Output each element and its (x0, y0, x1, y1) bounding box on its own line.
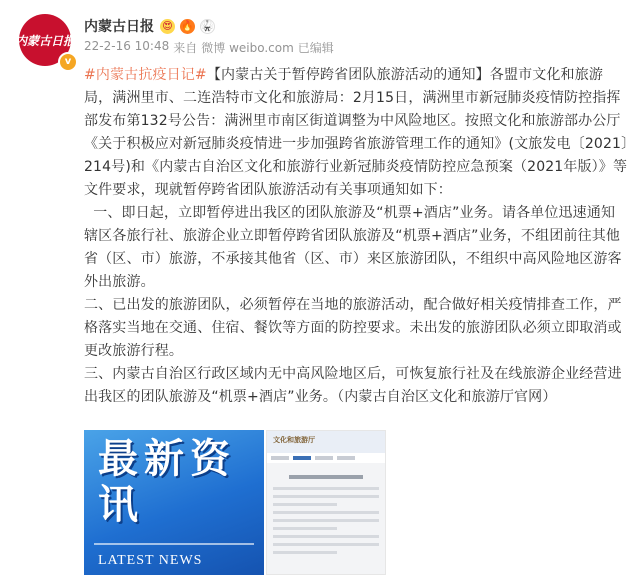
post-media (84, 430, 484, 575)
site-text-line (273, 535, 379, 538)
avatar-logo: 内蒙古日报 (15, 33, 76, 48)
verified-icon: v (58, 52, 78, 72)
post-paragraph-2: 二、已出发的旅游团队，必须暂停在当地的旅游活动，配合做好相关疫情排查工作，严格落实当地在交通、住宿、餐饮等方面的防控要求。未出发的旅游团队必须立即取消或更改旅游行程。 (84, 297, 622, 359)
fan-badge-icon[interactable]: 😍 (160, 19, 175, 34)
edited-label[interactable]: 已编辑 (297, 41, 334, 55)
post-header (84, 16, 625, 56)
site-nav-item (315, 456, 333, 460)
site-nav-item (293, 456, 311, 460)
site-text-line (273, 511, 379, 514)
site-text-line (273, 551, 337, 554)
source-prefix: 来自 (173, 41, 198, 55)
site-text-line (273, 503, 337, 506)
name-row (84, 16, 625, 36)
post-paragraph-1 (84, 202, 629, 294)
post-paragraph-3: 三、内蒙古自治区行政区域内无中高风险地区后，可恢复旅行社及在线旅游企业经营进出我区的团队旅游及“机票+酒店”业务。（内蒙古自治区文化和旅游厅官网） (84, 366, 622, 405)
intro-text: 【内蒙古关于暂停跨省团队旅游活动的通知】各盟市文化和旅游局，满洲里市、二连浩特市文化和旅游局：2月15日，满洲里市新冠肺炎疫情防控指挥部发布第132号公告：满洲里市南区街道调整为中风险地区。按照文化和旅游部办公厅《关于积极应对新冠肺炎疫情进一步加强跨省旅游管理工作的通知》(文旅发电〔2021〕214号)和《内蒙古自治区文化和旅游行业新冠肺炎疫情防控应急预案（2021年版）》等文件要求，现就暂停跨省团队旅游活动有关事项通知如下： (84, 67, 629, 198)
site-header: 文化和旅游厅 (267, 431, 385, 453)
site-nav (267, 453, 385, 463)
site-text-line (273, 543, 379, 546)
news-divider (94, 543, 254, 545)
site-body (267, 463, 385, 565)
post-source: 微博 weibo.com (201, 41, 294, 55)
hashtag-link[interactable]: #内蒙古抗疫日记# (84, 67, 207, 83)
site-text-line (273, 495, 379, 498)
site-text-line (273, 487, 379, 490)
hot-badge-icon[interactable]: 🔥 (181, 20, 194, 32)
author-name[interactable]: 内蒙古日报 (84, 19, 154, 35)
latest-news-title: 最新资讯 (98, 436, 236, 528)
paragraph-1-text: 一、即日起，立即暂停进出我区的团队旅游及“机票+酒店”业务。请各单位迅速通知辖区各旅行社、旅游企业立即暂停跨省团队旅游及“机票+酒店”业务，不组团前往其他省（区、市）旅游，不承接其他省（区、市）来区旅游团队，不组织中高风险地区游客外出旅游。 (84, 205, 622, 290)
site-title-line (289, 475, 363, 479)
site-nav-item (337, 456, 355, 460)
latest-news-image[interactable] (84, 430, 264, 575)
latest-news-subtitle: LATEST NEWS (98, 553, 203, 568)
post-time[interactable]: 22-2-16 10:48 (84, 39, 170, 53)
post-paragraph-intro (84, 64, 629, 202)
member-badge-icon[interactable]: 🥋 (201, 20, 214, 32)
website-screenshot-image[interactable] (266, 430, 386, 575)
site-text-line (273, 527, 337, 530)
site-text-line (273, 519, 379, 522)
post-content (84, 64, 629, 409)
site-nav-item (271, 456, 289, 460)
post-meta (84, 39, 625, 56)
